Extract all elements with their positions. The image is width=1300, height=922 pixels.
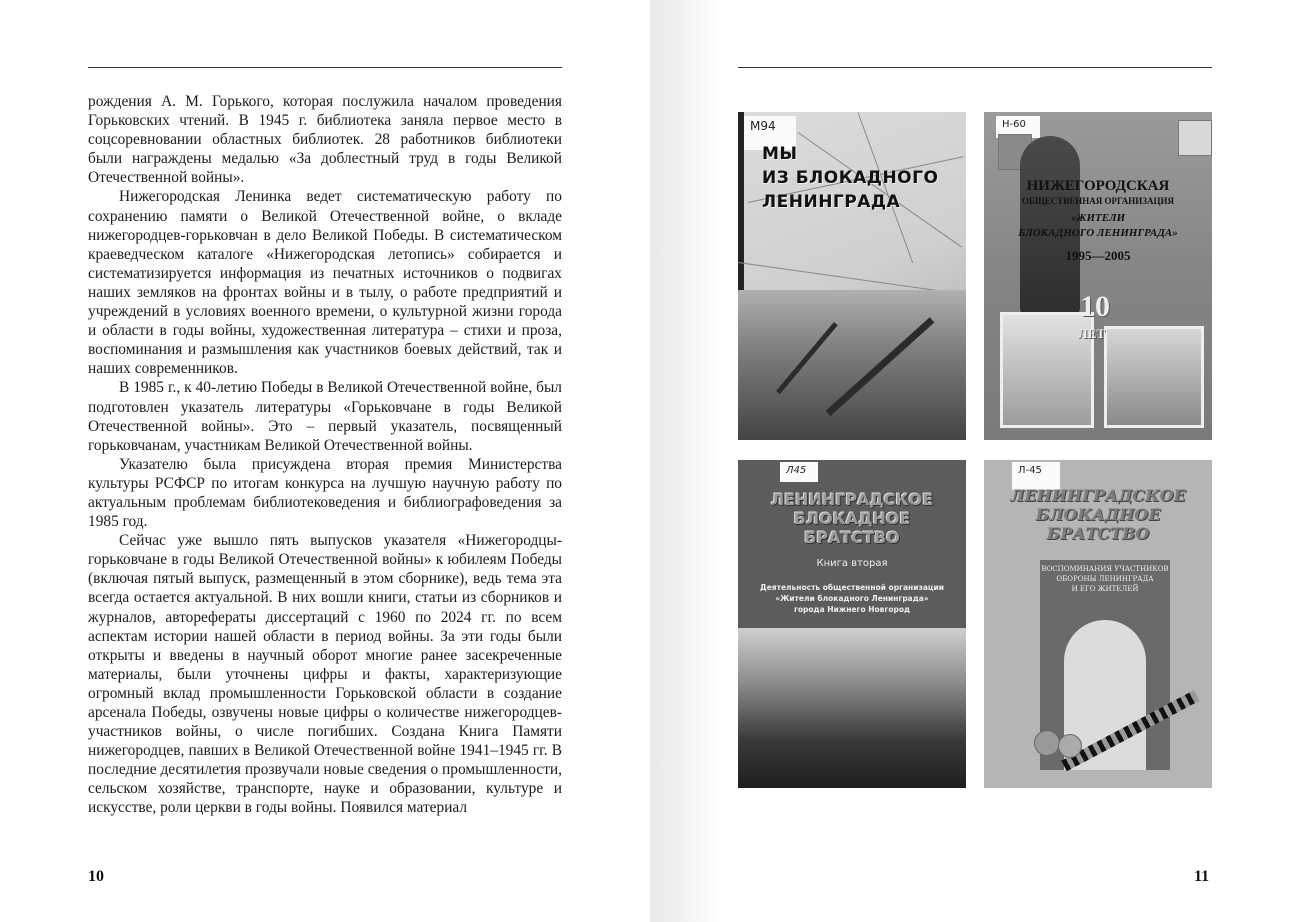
- page-number-right: 11: [1194, 868, 1210, 885]
- paragraph: Сейчас уже вышло пять выпусков указателя «Нижегородцы-горьковчане в годы Великой Отечественной войны» к юбилеям Победы (включая пятый выпуск, размещенный в этом сборнике), ведь тема эта всегда остается актуальной. В них вошли книги, статьи из сборников и журналов, авторефераты диссертаций с 1960 по 2024 гг. по всем аспектам истории нашей области в период войны. За эти годы были открыты и введены в научный оборот многие ранее засекреченные материалы, были уточнены цифры и факты, характеризующие огромный вклад промышленности Горьковской области в создание арсенала Победы, озвучены новые цифры о количестве нижегородцев-участников войны, о числе погибших. Создана Книга Памяти нижегородцев, павших в Великой Отечественной войне 1941–1945 гг. В последние десятилетия прозвучали новые сведения о промышленности, сельском хозяйстве, транспорте, науке и образовании, культуре и искусстве, роли церкви в годы войны. Появился материал: [88, 532, 562, 817]
- shelf-mark: Н-60: [1002, 119, 1026, 130]
- cover-title: [762, 142, 938, 214]
- anti-aircraft-gun-photo: [738, 290, 966, 440]
- cover-title: [738, 490, 966, 547]
- paragraph: рождения А. М. Горького, которая послужила началом проведения Горьковских чтений. В 1945 г. библиотека заняла первое место в соцсоревновании областных библиотек. 28 работников библиотеки были награждены медалью «За доблестный труд в годы Великой Отечественной войны».: [88, 93, 562, 187]
- cover-description-line: ОБОРОНЫ ЛЕНИНГРАДА: [1056, 575, 1154, 583]
- cover-title-line: БЛОКАДНОЕ: [1035, 505, 1161, 524]
- cover-description-line: И ЕГО ЖИТЕЛЕЙ: [1071, 585, 1139, 593]
- cover-title-line: ЛЕНИНГРАДСКОЕ: [1010, 486, 1186, 505]
- cover-title-line: БРАТСТВО: [804, 528, 900, 547]
- cover-title-line: МЫ: [762, 144, 798, 164]
- page-number-left: 10: [88, 868, 104, 885]
- book-cover-my-iz-blokadnogo: [738, 112, 966, 440]
- left-page-body: [88, 92, 562, 818]
- cover-description-line: города Нижнего Новгород: [793, 605, 911, 614]
- cover-years: 1995—2005: [1065, 248, 1131, 263]
- cover-title-line: БЛОКАДНОГО ЛЕНИНГРАДА»: [1018, 227, 1178, 239]
- gun-barrel: [826, 317, 935, 416]
- cover-description: [738, 582, 966, 615]
- header-rule-right: [738, 67, 1212, 68]
- paragraph: Нижегородская Ленинка ведет систематическую работу по сохранению памяти о Великой Отечественной войне, о вкладе нижегородцев-горьковчан в дело Великой Победы. В систематическом краеведческом каталоге «Нижегородская летопись» собирается и систематизируется информация из печатных источников о подвигах наших земляков на фронтах войны и в тылу, о работе предприятий и учреждений в условиях военного времени, о культурной жизни города и области в годы войны, художественная литература – стихи и проза, воспоминания и размышления как участников боевых действий, так и наших современников.: [88, 188, 562, 378]
- cover-description: [1040, 560, 1170, 594]
- coat-of-arms-deer-icon: [1178, 120, 1212, 156]
- cover-title-line: ЛЕНИНГРАДА: [762, 192, 901, 212]
- cover-title-line: БРАТСТВО: [1046, 524, 1150, 543]
- paragraph: Указателю была присуждена вторая премия Министерства культуры РСФСР по итогам конкурса на лучшую научную работу по актуальным проблемам библиотековедения и библиографоведения за 1985 год.: [88, 455, 562, 531]
- cover-description-line: ВОСПОМИНАНИЯ УЧАСТНИКОВ: [1041, 565, 1169, 573]
- cover-title-line: НИЖЕГОРОДСКАЯ: [1026, 178, 1170, 194]
- cover-title-line: БЛОКАДНОЕ: [793, 509, 911, 528]
- cover-title-line: ОБЩЕСТВЕННАЯ ОРГАНИЗАЦИЯ: [1021, 196, 1175, 206]
- monument-photo: [1020, 136, 1080, 316]
- cover-title: [984, 486, 1212, 543]
- cover-title-line: «ЖИТЕЛИ: [1070, 212, 1126, 224]
- kremlin-tower-photo: [1104, 326, 1204, 428]
- medal-icon: [1034, 730, 1060, 756]
- book-cover-zhiteli-blokadnogo: [984, 112, 1212, 440]
- shelf-mark: Л-45: [1018, 465, 1042, 476]
- paragraph: В 1985 г., к 40-летию Победы в Великой Отечественной войне, был подготовлен указатель литературы «Горьковчане в годы Великой Отечественной войны». Это – первый указатель, посвященный горьковчанам, участникам Великой Отечественной войны.: [88, 379, 562, 454]
- shelf-mark-label: [780, 462, 818, 482]
- cover-title-line: ИЗ БЛОКАДНОГО: [762, 168, 939, 188]
- book-cover-bratstvo-vospominaniya: [984, 460, 1212, 788]
- marching-women-photo: [738, 628, 966, 788]
- anniversary-word: ЛЕТ: [1078, 326, 1106, 341]
- shelf-mark: М94: [750, 119, 776, 133]
- gun-barrel: [776, 322, 838, 394]
- book-spine-shadow: [650, 0, 720, 922]
- cover-title-line: ЛЕНИНГРАДСКОЕ: [770, 490, 934, 509]
- header-rule-left: [88, 67, 562, 68]
- anniversary-number: 10: [1080, 290, 1110, 323]
- medal-icon: [1058, 734, 1082, 758]
- book-cover-bratstvo-kniga-vtoraya: [738, 460, 966, 788]
- shelf-mark: Л45: [786, 465, 807, 476]
- cover-description-line: Деятельность общественной организации: [760, 583, 944, 592]
- cover-subtitle: Книга вторая: [816, 558, 888, 569]
- cover-description-line: «Жители блокадного Ленинграда»: [775, 594, 929, 603]
